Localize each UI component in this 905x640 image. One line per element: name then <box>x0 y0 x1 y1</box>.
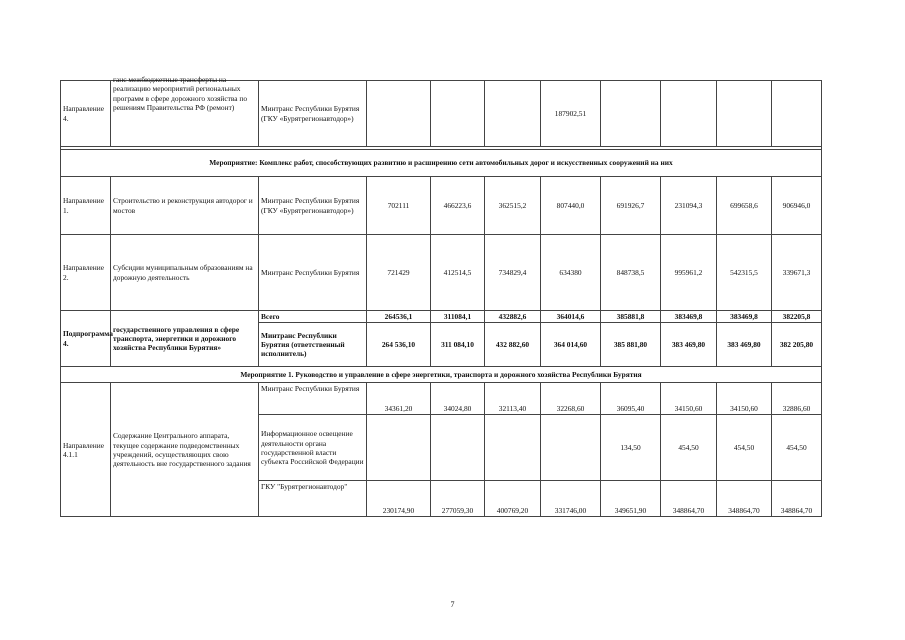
value-cell: 702111 <box>367 177 431 235</box>
value-cell: 383469,8 <box>661 311 717 323</box>
value-cell: 34361,20 <box>367 383 431 415</box>
value-cell <box>485 81 541 147</box>
value-cell: 311084,1 <box>431 311 485 323</box>
value-cell <box>367 415 431 481</box>
value-cell <box>541 415 601 481</box>
value-cell: 383 469,80 <box>661 323 717 367</box>
executor-cell: Минтранс Республики Бурятия (ГКУ «Бурятрегионавтодор») <box>259 177 367 235</box>
value-cell: 382205,8 <box>772 311 822 323</box>
value-cell: 699658,6 <box>717 177 772 235</box>
executor-cell: Минтранс Республики Бурятия <box>259 383 367 415</box>
value-cell: 264 536,10 <box>367 323 431 367</box>
value-cell <box>431 415 485 481</box>
value-cell: 348864,70 <box>772 481 822 517</box>
value-cell <box>661 81 717 147</box>
executor-cell: Минтранс Республики Бурятия (ответственный исполнитель) <box>259 323 367 367</box>
direction-label: Направление 4.1.1 <box>61 383 111 517</box>
value-cell: 36095,40 <box>601 383 661 415</box>
executor-cell: Минтранс Республики Бурятия (ГКУ «Бурятрегионавтодор») <box>259 81 367 147</box>
value-cell: 231094,3 <box>661 177 717 235</box>
value-cell: 32886,60 <box>772 383 822 415</box>
direction-description: Субсидии муниципальным образованиям на дорожную деятельность <box>111 235 259 311</box>
executor-cell: Информационное освещение деятельности органа государственной власти субъекта Российской Федерации <box>259 415 367 481</box>
value-cell: 454,50 <box>772 415 822 481</box>
page-number: 7 <box>450 600 455 609</box>
value-cell: 634380 <box>541 235 601 311</box>
value-cell: 412514,5 <box>431 235 485 311</box>
value-cell: 466223,6 <box>431 177 485 235</box>
value-cell: 691926,7 <box>601 177 661 235</box>
subprogram-label: Подпрограмма 4. <box>61 311 111 367</box>
value-cell: 382 205,80 <box>772 323 822 367</box>
value-cell: 134,50 <box>601 415 661 481</box>
value-cell: 34150,60 <box>661 383 717 415</box>
value-cell: 348864,70 <box>661 481 717 517</box>
direction-label: Направление 2. <box>61 235 111 311</box>
value-cell: 383469,8 <box>717 311 772 323</box>
executor-cell: Минтранс Республики Бурятия <box>259 235 367 311</box>
value-cell: 542315,5 <box>717 235 772 311</box>
direction-label: Направление 1. <box>61 177 111 235</box>
value-cell <box>485 415 541 481</box>
value-cell: 454,50 <box>717 415 772 481</box>
value-cell: 277059,30 <box>431 481 485 517</box>
value-cell: 32113,40 <box>485 383 541 415</box>
measure-header: Мероприятие: Комплекс работ, способствующих развитию и расширению сети автомобильных дорог и искусственных сооружений на них <box>61 150 822 177</box>
program-table <box>60 75 822 517</box>
value-cell: 432 882,60 <box>485 323 541 367</box>
value-cell: 432882,6 <box>485 311 541 323</box>
value-cell: 187902,51 <box>541 81 601 147</box>
value-cell: 385881,8 <box>601 311 661 323</box>
measure-header: Мероприятие 1. Руководство и управление в сфере энергетики, транспорта и дорожного хозяйства Республики Бурятия <box>61 367 822 383</box>
value-cell: 400769,20 <box>485 481 541 517</box>
value-cell <box>431 81 485 147</box>
total-label: Всего <box>259 311 367 323</box>
measure-header-row <box>61 367 822 383</box>
value-cell: 311 084,10 <box>431 323 485 367</box>
direction-description: Строительство и реконструкция автодорог и мостов <box>111 177 259 235</box>
value-cell: 362515,2 <box>485 177 541 235</box>
value-cell: 454,50 <box>661 415 717 481</box>
executor-cell: ГКУ "Бурятрегионавтодор" <box>259 481 367 517</box>
value-cell <box>601 81 661 147</box>
table-row-directions-4 <box>61 81 822 147</box>
value-cell: 34150,60 <box>717 383 772 415</box>
direction-description: Содержание Центрального аппарата, текущее содержание подведомственных учреждений, осуществляющих свою деятельность вне государственного задания <box>111 383 259 517</box>
table-row-direction-2 <box>61 235 822 311</box>
value-cell: 348864,70 <box>717 481 772 517</box>
direction-label: Направление 4. <box>61 81 111 147</box>
value-cell: 807440,0 <box>541 177 601 235</box>
value-cell: 339671,3 <box>772 235 822 311</box>
value-cell: 264536,1 <box>367 311 431 323</box>
value-cell: 734829,4 <box>485 235 541 311</box>
value-cell: 364 014,60 <box>541 323 601 367</box>
value-cell: 364014,6 <box>541 311 601 323</box>
subprogram-description: государственного управления в сфере транспорта, энергетики и дорожного хозяйства Республики Бурятия» <box>111 311 259 367</box>
value-cell: 995961,2 <box>661 235 717 311</box>
value-cell: 721429 <box>367 235 431 311</box>
measure-header-row <box>61 150 822 177</box>
value-cell: 383 469,80 <box>717 323 772 367</box>
table-row-direction-1 <box>61 177 822 235</box>
value-cell: 385 881,80 <box>601 323 661 367</box>
value-cell: 349651,90 <box>601 481 661 517</box>
value-cell: 32268,60 <box>541 383 601 415</box>
value-cell: 34024,80 <box>431 383 485 415</box>
value-cell: 848738,5 <box>601 235 661 311</box>
value-cell <box>717 81 772 147</box>
value-cell: 906946,0 <box>772 177 822 235</box>
value-cell: 331746,00 <box>541 481 601 517</box>
value-cell <box>772 81 822 147</box>
value-cell <box>367 81 431 147</box>
direction-description: ганс межбюджетные трансферты на реализацию мероприятий региональных программ в сфере дорожного хозяйства по решениям Правительства РФ (ремонт) <box>111 81 259 147</box>
table-row-direction-4-1-1-a <box>61 383 822 415</box>
value-cell: 230174,90 <box>367 481 431 517</box>
table-row-subprogram-total <box>61 311 822 323</box>
